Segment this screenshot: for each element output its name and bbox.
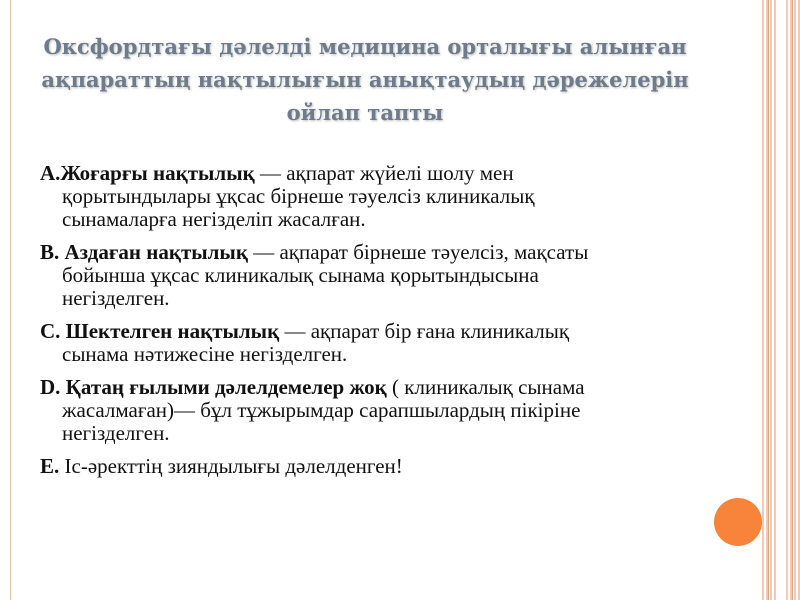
slide-body [40,162,740,488]
slide-title [40,30,690,129]
item-line: қорытындылары ұқсас бірнеше тәуелсіз клиникалық [62,184,535,208]
title-line: ақпараттың нақтылығын анықтаудың дәрежелерін [41,67,689,92]
item-term: В. Аздаған нақтылық [40,240,248,264]
item-line: сынама нәтижесіне негізделген. [62,342,348,366]
right-border-decoration [762,0,800,600]
item-term: D. Қатаң ғылыми дәлелдемелер жоқ [40,375,387,399]
item-line: жасалмаған)— бұл тұжырымдар сарапшылардың пікіріне [62,398,581,422]
item-text: Іс-әректтің зияндылығы дәлелденген! [59,454,403,478]
title-line: ойлап тапты [286,100,444,125]
item-term: С. Шектелген нақтылық [40,319,280,343]
item-text: — ақпарат жүйелі шолу мен [254,161,514,185]
item-line: негізделген. [62,286,170,310]
item-line: бойынша ұқсас клиникалық сынама қорытындысына [62,263,539,287]
item-term: Е. [40,454,60,478]
item-line: сынамаларға негізделіп жасалған. [62,207,366,231]
item-first-line [40,162,740,185]
left-border-decoration [0,0,11,600]
item-term: А.Жоғарғы нақтылық [40,161,255,185]
border-line [792,0,793,600]
orange-circle-decoration [714,498,762,546]
list-item-d [40,376,740,445]
item-first-line [40,455,740,478]
list-item-a [40,162,740,231]
list-item-b [40,241,740,310]
list-item-c [40,320,740,366]
item-line: негізделген. [62,421,170,445]
item-text: — ақпарат бірнеше тәуелсіз, мақсаты [247,240,589,264]
border-line [768,0,769,600]
item-text: — ақпарат бір ғана клиникалық [279,319,570,343]
list-item-e [40,455,740,478]
title-line: Оксфордтағы дәлелді медицина орталығы алынған [43,34,687,59]
item-first-line [40,320,740,343]
item-first-line [40,376,740,399]
item-text: ( клиникалық сынама [386,375,585,399]
item-first-line [40,241,740,264]
